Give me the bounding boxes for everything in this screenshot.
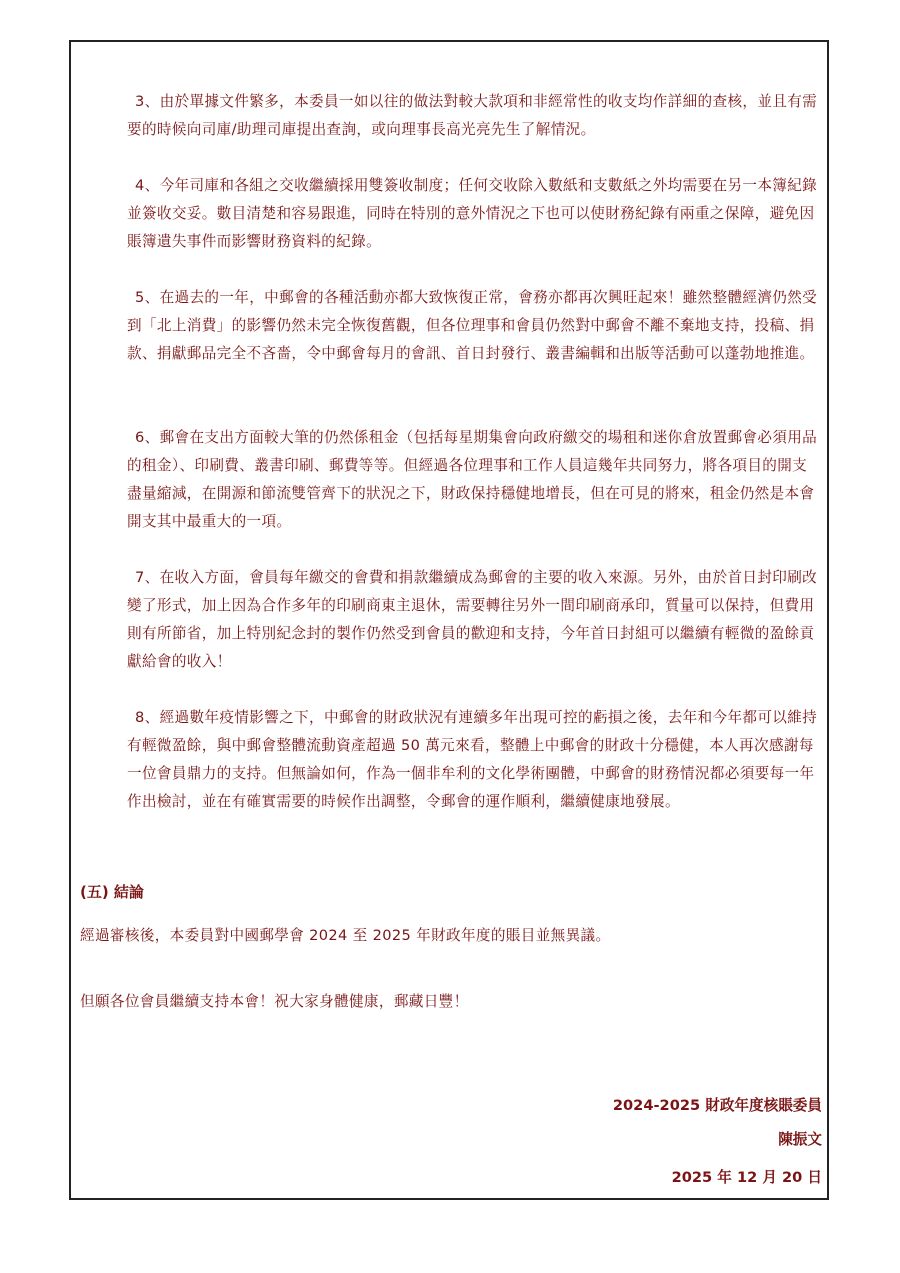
paragraph-8: 8、經過數年疫情影響之下，中郵會的財政狀況有連續多年出現可控的虧損之後，去年和今年都可以維持有輕微盈餘，與中郵會整體流動資產超過 50 萬元來看，整體上中郵會的財政十分穩健，本人再次感謝每一位會員鼎力的支持。但無論如何，作為一個非牟利的文化學術團體，中郵會的財務情況都必須要每一年作出檢討，並在有確實需要的時候作出調整，令郵會的運作順利，繼續健康地發展。 [127, 709, 818, 810]
paragraph-6: 6、郵會在支出方面較大筆的仍然係租金（包括每星期集會向政府繳交的場租和迷你倉放置郵會必須用品的租金）、印刷費、叢書印刷、郵費等等。但經過各位理事和工作人員這幾年共同努力，將各項目的開支盡量縮減，在開源和節流雙管齊下的狀況之下，財政保持穩健地增長，但在可見的將來，租金仍然是本會開支其中最重大的一項。 [127, 429, 818, 530]
paragraph-5: 5、在過去的一年，中郵會的各種活動亦都大致恢復正常，會務亦都再次興旺起來！雖然整體經濟仍然受到「北上消費」的影響仍然未完全恢復舊觀，但各位理事和會員仍然對中郵會不離不棄地支持，投稿、捐款、捐獻郵品完全不吝嗇，令中郵會每月的會訊、首日封發行、叢書編輯和出版等活動可以蓬勃地推進。 [127, 289, 818, 362]
closing-wishes: 但願各位會員繼續支持本會！祝大家身體健康，郵藏日豐！ [80, 993, 469, 1010]
signature-date: 2025 年 12 月 20 日 [671, 1169, 822, 1186]
signatory-role: 2024-2025 財政年度核賬委員 [612, 1097, 822, 1114]
paragraph-4: 4、今年司庫和各組之交收繼續採用雙簽收制度；任何交收除入數紙和支數紙之外均需要在另一本簿紀錄並簽收交妥。數目清楚和容易跟進，同時在特別的意外情況之下也可以使財務紀錄有兩重之保障，避免因賬簿遺失事件而影響財務資料的紀錄。 [127, 177, 818, 250]
paragraph-3: 3、由於單據文件繁多，本委員一如以往的做法對較大款項和非經常性的收支均作詳細的查核，並且有需要的時候向司庫/助理司庫提出查詢，或向理事長高光亮先生了解情況。 [127, 93, 818, 138]
signatory-name: 陳振文 [778, 1131, 822, 1148]
paragraph-7: 7、在收入方面，會員每年繳交的會費和捐款繼續成為郵會的主要的收入來源。另外，由於首日封印刷改變了形式，加上因為合作多年的印刷商東主退休，需要轉往另外一間印刷商承印，質量可以保持，但費用則有所節省，加上特別紀念封的製作仍然受到會員的歡迎和支持，今年首日封組可以繼續有輕微的盈餘貢獻給會的收入！ [127, 569, 818, 670]
conclusion-statement: 經過審核後，本委員對中國郵學會 2024 至 2025 年財政年度的賬目並無異議。 [80, 927, 611, 944]
conclusion-heading: (五) 結論 [80, 883, 144, 901]
